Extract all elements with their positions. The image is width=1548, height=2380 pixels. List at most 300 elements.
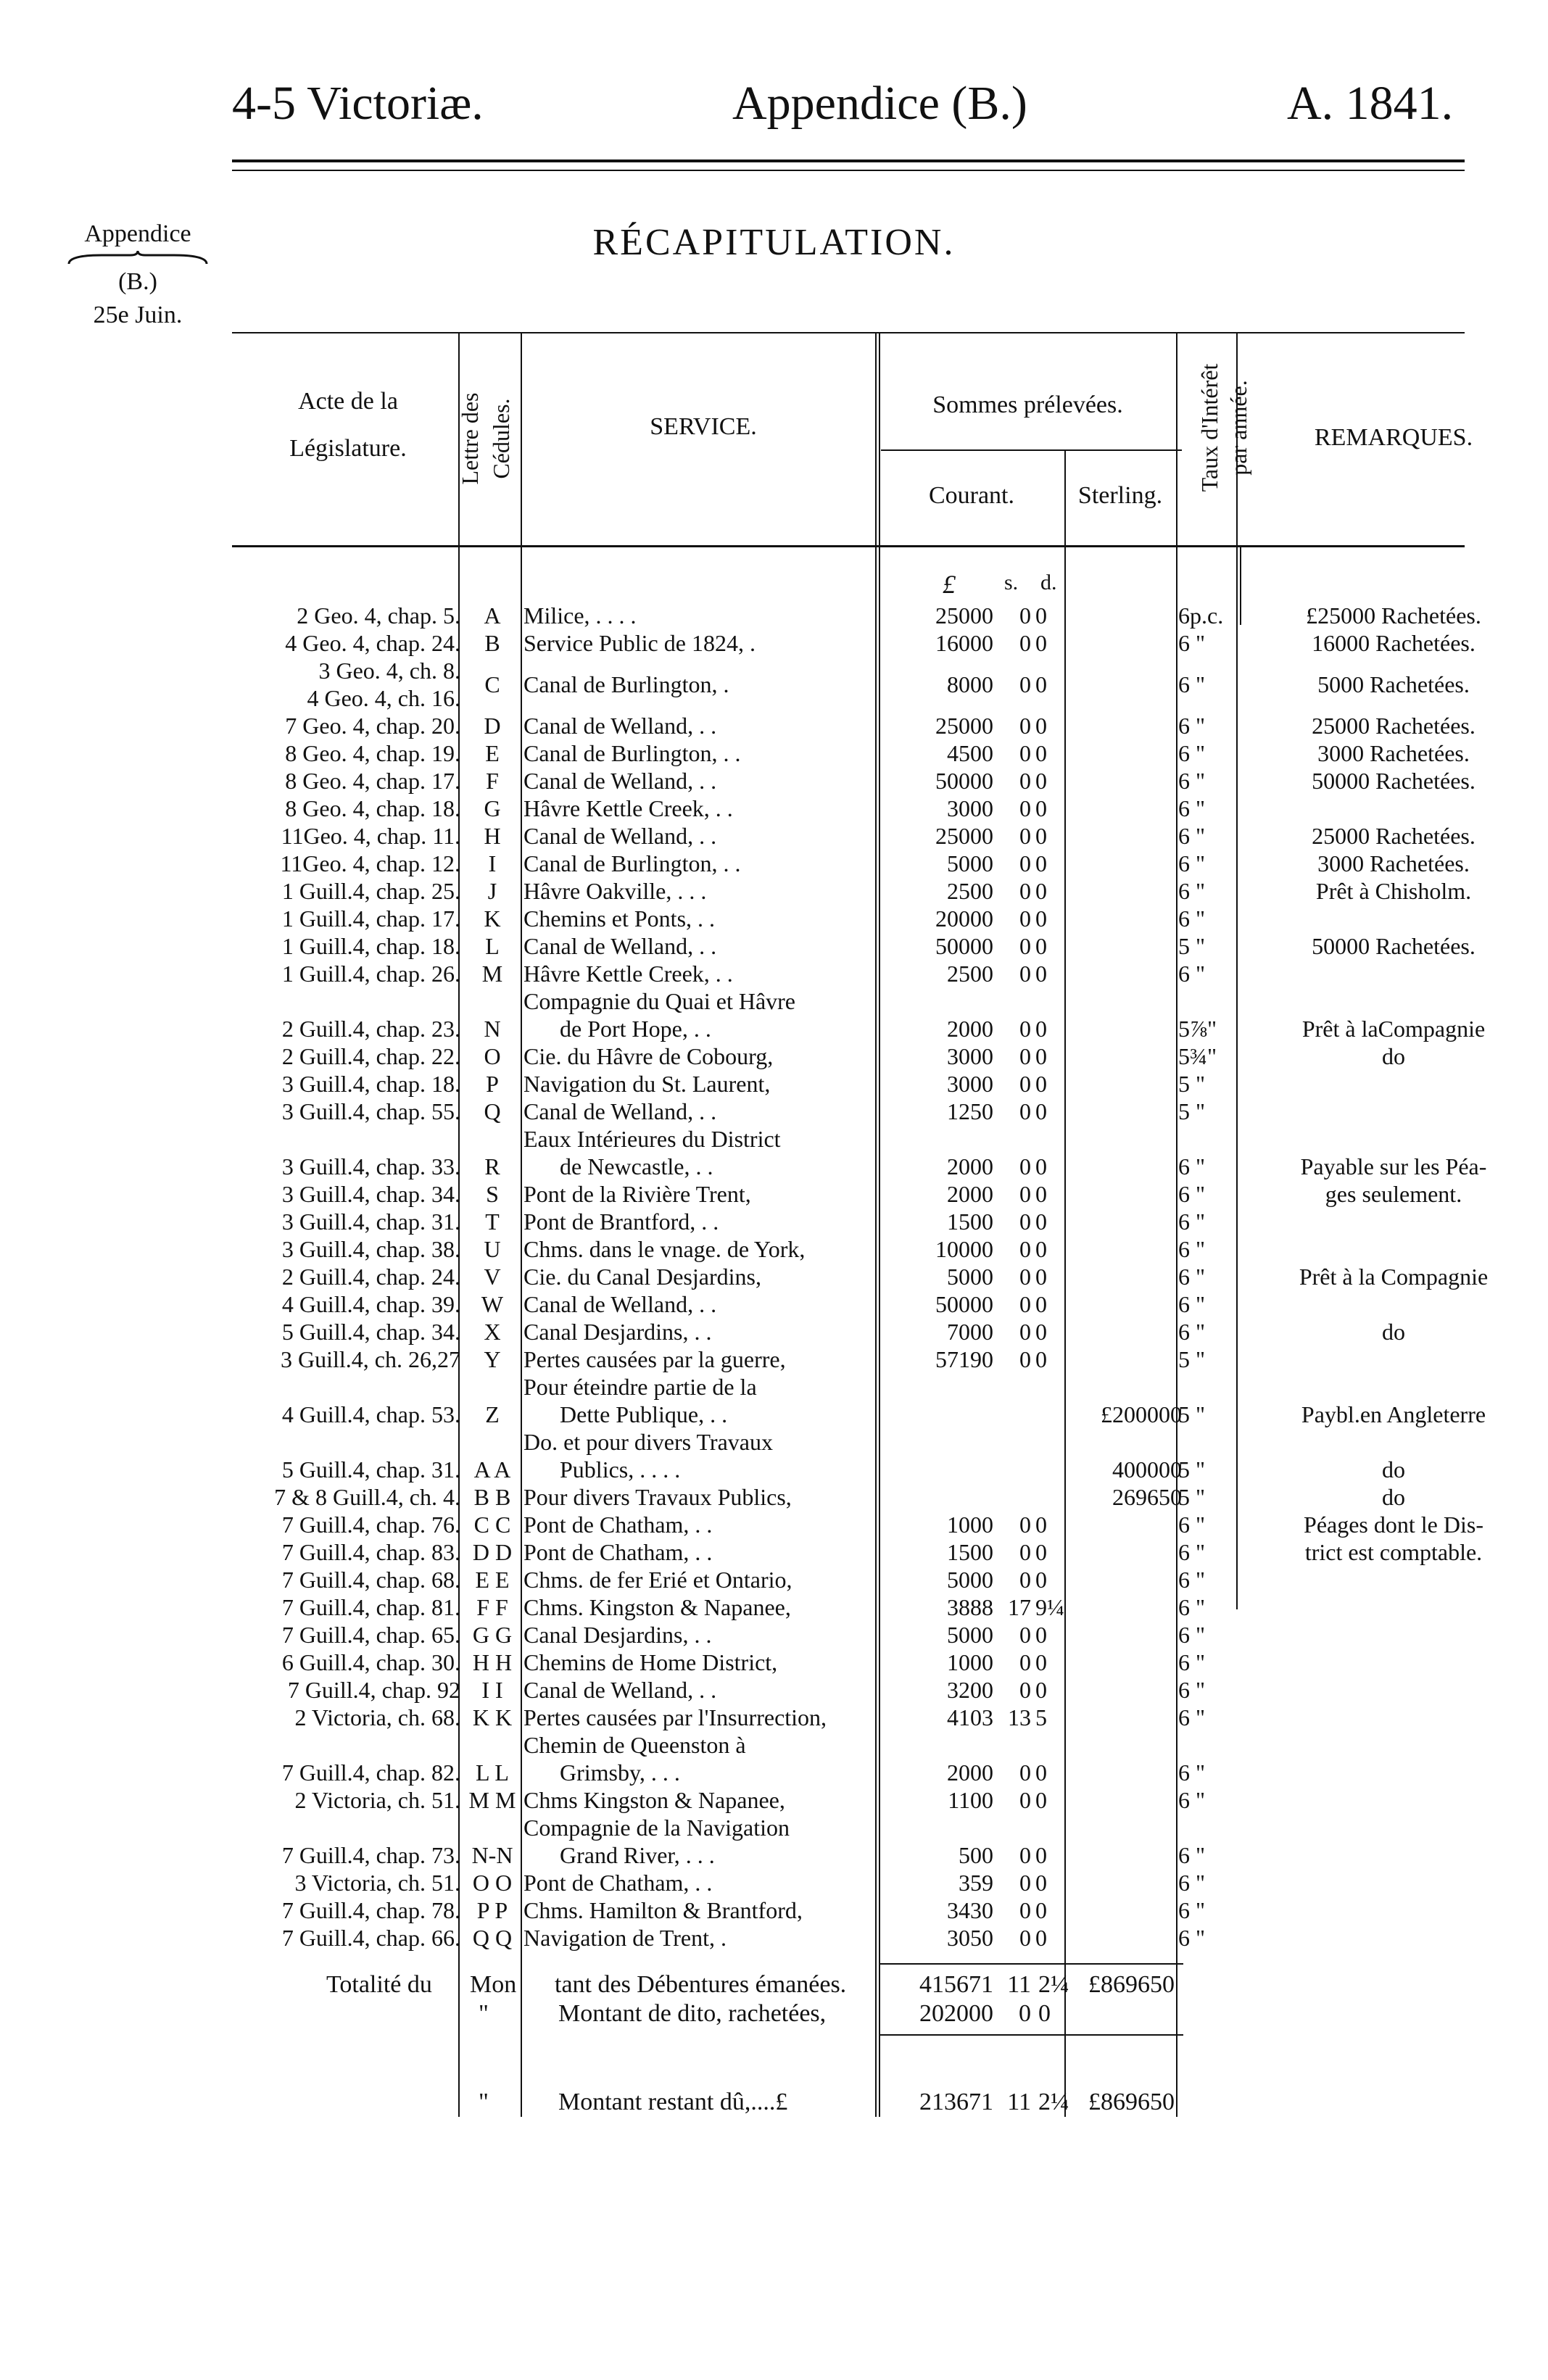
act-reference: 3 Victoria, ch. 51. xyxy=(294,1870,460,1896)
interest-rate: 6 " xyxy=(1178,1181,1206,1207)
amount-sterling: £200000 xyxy=(1101,1401,1182,1427)
amount-current: 57190 xyxy=(935,1346,993,1372)
schedule-letter: V xyxy=(484,1264,501,1290)
act-reference-2: 4 Geo. 4, ch. 16. xyxy=(307,685,460,711)
amount-shillings: 0 xyxy=(1019,740,1031,766)
service-name: Canal de Welland, . . xyxy=(523,933,717,959)
schedule-letter: C xyxy=(484,671,500,697)
amount-pence: 0 xyxy=(1035,1870,1047,1896)
table-row xyxy=(0,1566,1548,1593)
amount-pence: 0 xyxy=(1035,1236,1047,1262)
table-row xyxy=(0,739,1548,767)
remark: 5000 Rachetées. xyxy=(1317,671,1470,697)
col-act-line2: Législature. xyxy=(289,435,407,462)
amount-current: 1250 xyxy=(947,1098,993,1124)
amount-pence: 0 xyxy=(1035,933,1047,959)
service-name: Canal de Welland, . . xyxy=(523,1098,717,1124)
table-row xyxy=(0,1428,1548,1483)
amount-pence: 0 xyxy=(1035,905,1047,932)
amount-shillings: 0 xyxy=(1019,850,1031,876)
service-name: Canal de Welland, . . xyxy=(523,1291,717,1317)
schedule-letter: E E xyxy=(475,1567,510,1593)
amount-current: 3000 xyxy=(947,1043,993,1069)
service-name: Cie. du Canal Desjardins, xyxy=(523,1264,761,1290)
amount-shillings: 0 xyxy=(1019,1622,1031,1648)
table-row xyxy=(0,1346,1548,1373)
service-name: Chms. dans le vnage. de York, xyxy=(523,1236,806,1262)
schedule-letter: C C xyxy=(473,1512,511,1538)
interest-rate: 6 " xyxy=(1178,1539,1206,1565)
header-center: Appendice (B.) xyxy=(732,77,1027,130)
schedule-letter: O O xyxy=(472,1870,513,1896)
interest-rate: 6 " xyxy=(1178,1677,1206,1703)
schedule-letter: F xyxy=(486,768,499,794)
schedule-letter: T xyxy=(485,1208,500,1235)
service-name: Pont de Chatham, . . xyxy=(523,1512,713,1538)
act-reference: 2 Victoria, ch. 68. xyxy=(294,1704,460,1730)
act-reference: 1 Guill.4, chap. 25. xyxy=(281,878,460,904)
amount-shillings: 0 xyxy=(1019,1346,1031,1372)
amount-sterling: 400000 xyxy=(1112,1456,1182,1483)
redeemed-amount: 202000 xyxy=(919,2000,993,2027)
col-letter-line1: Lettre des xyxy=(457,392,483,485)
schedule-letter: L L xyxy=(476,1759,509,1786)
service-name: Chemins de Home District, xyxy=(523,1649,778,1675)
amount-pence: 0 xyxy=(1035,1346,1047,1372)
schedule-letter: X xyxy=(484,1319,501,1345)
interest-rate: 6 " xyxy=(1178,961,1206,987)
service-name: Canal de Burlington, . . xyxy=(523,740,741,766)
remaining-label: Montant restant dû,....£ xyxy=(558,2089,788,2115)
amount-pence: 0 xyxy=(1035,795,1047,821)
remark: 16000 Rachetées. xyxy=(1312,630,1475,656)
amount-pence: 0 xyxy=(1035,878,1047,904)
schedule-letter: A A xyxy=(473,1456,511,1483)
act-reference: 11Geo. 4, chap. 12. xyxy=(280,850,460,876)
table-row xyxy=(0,1373,1548,1428)
remark: Prêt à la Compagnie xyxy=(1299,1264,1489,1290)
act-reference: 7 Guill.4, chap. 81. xyxy=(281,1594,460,1620)
amount-shillings: 0 xyxy=(1019,1043,1031,1069)
amount-pence: 0 xyxy=(1035,740,1047,766)
remark: £25000 Rachetées. xyxy=(1306,602,1481,629)
amount-shillings: 0 xyxy=(1019,1098,1031,1124)
schedule-letter: F F xyxy=(476,1594,508,1620)
header-right: A. 1841. xyxy=(1287,77,1454,130)
amount-current: 25000 xyxy=(935,713,993,739)
amount-shillings: 0 xyxy=(1019,878,1031,904)
amount-pence: 0 xyxy=(1035,961,1047,987)
amount-pence: 5 xyxy=(1035,1704,1047,1730)
amount-shillings: 0 xyxy=(1019,1181,1031,1207)
service-name: Canal de Welland, . . xyxy=(523,823,717,849)
amount-pence: 0 xyxy=(1035,630,1047,656)
table-row xyxy=(0,602,1548,629)
act-reference: 7 Guill.4, chap. 78. xyxy=(281,1897,460,1923)
schedule-letter: D xyxy=(484,713,501,739)
table-row xyxy=(0,1483,1548,1511)
remark: 3000 Rachetées. xyxy=(1317,740,1470,766)
table-header-rule xyxy=(232,545,1465,547)
table-row xyxy=(0,1621,1548,1649)
service-name: Hâvre Oakville, . . . xyxy=(523,878,707,904)
interest-rate: 5 " xyxy=(1178,1484,1206,1510)
amount-shillings: 0 xyxy=(1019,630,1031,656)
act-reference: 4 Geo. 4, chap. 24. xyxy=(285,630,460,656)
amount-pence: 0 xyxy=(1035,1512,1047,1538)
service-name: Navigation de Trent, . xyxy=(523,1925,727,1951)
amount-shillings: 0 xyxy=(1019,1153,1031,1179)
table-row xyxy=(0,712,1548,739)
amount-current: 3200 xyxy=(947,1677,993,1703)
amount-current: 2000 xyxy=(947,1181,993,1207)
schedule-letter: Z xyxy=(485,1401,500,1427)
amount-shillings: 0 xyxy=(1019,1264,1031,1290)
amount-current: 500 xyxy=(959,1842,993,1868)
amount-current: 3430 xyxy=(947,1897,993,1923)
header-rule-thin xyxy=(232,170,1465,171)
act-reference: 7 Guill.4, chap. 83. xyxy=(281,1539,460,1565)
interest-rate: 6 " xyxy=(1178,630,1206,656)
amount-shillings: 17 xyxy=(1008,1594,1031,1620)
amount-shillings: 0 xyxy=(1019,768,1031,794)
table-row xyxy=(0,877,1548,905)
act-reference: 2 Guill.4, chap. 23. xyxy=(281,1016,460,1042)
interest-rate: 6p.c. xyxy=(1178,602,1224,629)
act-reference: 6 Guill.4, chap. 30. xyxy=(281,1649,460,1675)
interest-rate: 6 " xyxy=(1178,823,1206,849)
totals-label-c: tant des Débentures émanées. xyxy=(555,1971,847,1998)
remark: do xyxy=(1382,1319,1405,1345)
amount-current: 4500 xyxy=(947,740,993,766)
amount-current: 2500 xyxy=(947,878,993,904)
schedule-letter: B xyxy=(484,630,500,656)
amount-shillings: 0 xyxy=(1019,1319,1031,1345)
table-row xyxy=(0,1704,1548,1731)
act-reference: 7 Geo. 4, chap. 20. xyxy=(285,713,460,739)
interest-rate: 5⅞" xyxy=(1178,1016,1217,1042)
schedule-letter: J xyxy=(487,878,497,904)
amount-current: 16000 xyxy=(935,630,993,656)
remark: do xyxy=(1382,1456,1405,1483)
amount-pence: 0 xyxy=(1035,1181,1047,1207)
service-name-2: Dette Publique, . . xyxy=(560,1401,728,1427)
interest-rate: 6 " xyxy=(1178,1319,1206,1345)
schedule-letter: I I xyxy=(481,1677,503,1703)
amount-current: 3000 xyxy=(947,795,993,821)
amount-current: 5000 xyxy=(947,1622,993,1648)
interest-rate: 5 " xyxy=(1178,1346,1206,1372)
service-name: Canal Desjardins, . . xyxy=(523,1622,712,1648)
amount-pence: 0 xyxy=(1035,602,1047,629)
amount-pence: 0 xyxy=(1035,1649,1047,1675)
amount-current: 3000 xyxy=(947,1071,993,1097)
col-act-line1: Acte de la xyxy=(298,388,398,415)
table-row xyxy=(0,629,1548,657)
amount-shillings: 0 xyxy=(1019,1236,1031,1262)
table-row xyxy=(0,1924,1548,1952)
table-row xyxy=(0,1869,1548,1896)
table-row xyxy=(0,1731,1548,1786)
service-name: Pont de Chatham, . . xyxy=(523,1870,713,1896)
service-name: Chms Kingston & Napanee, xyxy=(523,1787,785,1813)
amount-current: 25000 xyxy=(935,602,993,629)
interest-rate: 6 " xyxy=(1178,671,1206,697)
col-rate-line1: Taux d'Intérêt xyxy=(1196,363,1222,492)
amount-current: 5000 xyxy=(947,1264,993,1290)
schedule-letter: N-N xyxy=(471,1842,513,1868)
amount-current: 7000 xyxy=(947,1319,993,1345)
act-reference: 7 Guill.4, chap. 68. xyxy=(281,1567,460,1593)
service-name: Chemins et Ponts, . . xyxy=(523,905,716,932)
totals-mid-rule xyxy=(879,2034,1183,2036)
remark: 50000 Rachetées. xyxy=(1312,768,1475,794)
amount-current: 359 xyxy=(959,1870,993,1896)
amount-pence: 0 xyxy=(1035,1539,1047,1565)
amount-current: 1500 xyxy=(947,1539,993,1565)
col-remarks: REMARQUES. xyxy=(1314,424,1473,451)
amount-shillings: 0 xyxy=(1019,602,1031,629)
totals-label-a: Totalité du xyxy=(326,1971,432,1998)
act-reference: 2 Guill.4, chap. 24. xyxy=(281,1264,460,1290)
amount-shillings: 0 xyxy=(1019,1567,1031,1593)
service-name: Pertes causées par l'Insurrection, xyxy=(523,1704,827,1730)
schedule-letter: W xyxy=(481,1291,504,1317)
schedule-letter: A xyxy=(484,602,501,629)
table-row xyxy=(0,1125,1548,1180)
col-current: Courant. xyxy=(928,482,1015,509)
interest-rate: 6 " xyxy=(1178,795,1206,821)
redeemed-d: 0 xyxy=(1038,2000,1051,2027)
schedule-letter: I xyxy=(488,850,497,876)
interest-rate: 6 " xyxy=(1178,1291,1206,1317)
act-reference: 7 Guill.4, chap. 82. xyxy=(281,1759,460,1786)
amount-current: 50000 xyxy=(935,933,993,959)
service-name: Compagnie de la Navigation xyxy=(523,1815,790,1841)
act-reference: 4 Guill.4, chap. 39. xyxy=(281,1291,460,1317)
interest-rate: 6 " xyxy=(1178,1594,1206,1620)
act-reference: 3 Guill.4, ch. 26,27 xyxy=(281,1346,460,1372)
remark: Péages dont le Dis- xyxy=(1304,1512,1483,1538)
act-reference: 7 Guill.4, chap. 66. xyxy=(281,1925,460,1951)
schedule-letter: B B xyxy=(473,1484,511,1510)
amount-current: 4103 xyxy=(947,1704,993,1730)
schedule-letter: M M xyxy=(468,1787,516,1813)
service-name: Chms. Hamilton & Brantford, xyxy=(523,1897,803,1923)
act-reference: 5 Guill.4, chap. 31. xyxy=(281,1456,460,1483)
act-reference: 3 Guill.4, chap. 34. xyxy=(281,1181,460,1207)
act-reference: 8 Geo. 4, chap. 18. xyxy=(285,795,460,821)
service-name: Pont de la Rivière Trent, xyxy=(523,1181,751,1207)
amount-pence: 9¼ xyxy=(1035,1594,1064,1620)
interest-rate: 5 " xyxy=(1178,933,1206,959)
amount-pence: 0 xyxy=(1035,1567,1047,1593)
service-name: Pertes causées par la guerre, xyxy=(523,1346,786,1372)
amount-current: 2000 xyxy=(947,1016,993,1042)
table-row xyxy=(0,960,1548,987)
interest-rate: 6 " xyxy=(1178,1512,1206,1538)
remark: trict est comptable. xyxy=(1304,1539,1483,1565)
amount-current: 3888 xyxy=(947,1594,993,1620)
service-name: Do. et pour divers Travaux xyxy=(523,1429,773,1455)
amount-shillings: 0 xyxy=(1019,1897,1031,1923)
amount-pence: 0 xyxy=(1035,1759,1047,1786)
amount-current: 1500 xyxy=(947,1208,993,1235)
table-row xyxy=(0,905,1548,932)
interest-rate: 5 " xyxy=(1178,1098,1206,1124)
remaining-amount: 213671 xyxy=(919,2089,993,2115)
amount-pence: 0 xyxy=(1035,1677,1047,1703)
act-reference: 7 Guill.4, chap. 73. xyxy=(281,1842,460,1868)
amount-shillings: 0 xyxy=(1019,1016,1031,1042)
interest-rate: 6 " xyxy=(1178,1236,1206,1262)
amount-pence: 0 xyxy=(1035,1291,1047,1317)
margin-note-line1: Appendice xyxy=(84,220,191,247)
table-row xyxy=(0,1235,1548,1263)
header-left: 4-5 Victoriæ. xyxy=(232,77,484,130)
table-row xyxy=(0,1290,1548,1318)
amount-pence: 0 xyxy=(1035,1208,1047,1235)
amount-current: 8000 xyxy=(947,671,993,697)
act-reference: 2 Geo. 4, chap. 5. xyxy=(297,602,460,629)
interest-rate: 6 " xyxy=(1178,1153,1206,1179)
remark: Payable sur les Péa- xyxy=(1300,1153,1487,1179)
amount-shillings: 0 xyxy=(1019,1649,1031,1675)
amount-shillings: 0 xyxy=(1019,1539,1031,1565)
schedule-letter: H xyxy=(484,823,501,849)
interest-rate: 6 " xyxy=(1178,1870,1206,1896)
interest-rate: 6 " xyxy=(1178,1567,1206,1593)
amount-current: 10000 xyxy=(935,1236,993,1262)
remark: do xyxy=(1382,1484,1405,1510)
service-name: Chemin de Queenston à xyxy=(523,1732,746,1758)
service-name: Service Public de 1824, . xyxy=(523,630,756,656)
service-name: Canal de Burlington, . xyxy=(523,671,729,697)
amount-shillings: 0 xyxy=(1019,823,1031,849)
service-name-2: Grimsby, . . . xyxy=(560,1759,680,1786)
col-letter-line2: Cédules. xyxy=(488,398,514,479)
currency-s: s. xyxy=(1004,571,1019,594)
service-name: Milice, . . . . xyxy=(523,602,637,629)
remaining-s: 11 xyxy=(1007,2089,1031,2115)
schedule-letter: D D xyxy=(472,1539,513,1565)
act-reference: 3 Guill.4, chap. 31. xyxy=(281,1208,460,1235)
schedule-letter: Y xyxy=(484,1346,501,1372)
table-row xyxy=(0,1098,1548,1125)
service-name: Canal de Welland, . . xyxy=(523,768,717,794)
act-reference: 5 Guill.4, chap. 34. xyxy=(281,1319,460,1345)
amount-current: 5000 xyxy=(947,1567,993,1593)
act-reference: 1 Guill.4, chap. 26. xyxy=(281,961,460,987)
redeemed-label: Montant de dito, rachetées, xyxy=(558,2000,827,2027)
remaining-sterling: £869650 xyxy=(1088,2089,1175,2115)
col-service: SERVICE. xyxy=(650,413,757,440)
interest-rate: 6 " xyxy=(1178,1264,1206,1290)
act-reference: 3 Guill.4, chap. 38. xyxy=(281,1236,460,1262)
remark: Paybl.en Angleterre xyxy=(1301,1401,1486,1427)
totals-top-rule xyxy=(879,1963,1183,1965)
amount-pence: 0 xyxy=(1035,850,1047,876)
totals-ditto1: " xyxy=(479,2000,489,2027)
totals-sterling: £869650 xyxy=(1088,1971,1175,1998)
table-row xyxy=(0,1042,1548,1070)
act-reference: 2 Guill.4, chap. 22. xyxy=(281,1043,460,1069)
interest-rate: 5 " xyxy=(1178,1071,1206,1097)
interest-rate: 6 " xyxy=(1178,1897,1206,1923)
service-name-2: de Newcastle, . . xyxy=(560,1153,713,1179)
amount-shillings: 13 xyxy=(1008,1704,1031,1730)
remark: Prêt à laCompagnie xyxy=(1301,1016,1486,1042)
service-name: Pour divers Travaux Publics, xyxy=(523,1484,792,1510)
remark: do xyxy=(1382,1043,1405,1069)
amount-current: 2500 xyxy=(947,961,993,987)
table-row xyxy=(0,1318,1548,1346)
totals-ditto2: " xyxy=(479,2089,489,2115)
schedule-letter: Q Q xyxy=(472,1925,513,1951)
amount-pence: 0 xyxy=(1035,1071,1047,1097)
totals-s: 11 xyxy=(1007,1971,1031,1998)
col-sterling: Sterling. xyxy=(1077,482,1163,509)
service-name: Canal de Welland, . . xyxy=(523,1677,717,1703)
act-reference: 11Geo. 4, chap. 11. xyxy=(281,823,460,849)
amount-shillings: 0 xyxy=(1019,713,1031,739)
act-reference: 7 Guill.4, chap. 65. xyxy=(281,1622,460,1648)
table-row xyxy=(0,1538,1548,1566)
col-rate-line2: par année. xyxy=(1225,380,1251,476)
amount-current: 2000 xyxy=(947,1153,993,1179)
interest-rate: 6 " xyxy=(1178,740,1206,766)
service-name: Canal de Welland, . . xyxy=(523,713,717,739)
amount-current: 3050 xyxy=(947,1925,993,1951)
schedule-letter: Q xyxy=(484,1098,501,1124)
service-name-2: Publics, . . . . xyxy=(560,1456,681,1483)
amount-current: 2000 xyxy=(947,1759,993,1786)
currency-d: d. xyxy=(1040,571,1057,594)
schedule-letter: U xyxy=(484,1236,501,1262)
interest-rate: 6 " xyxy=(1178,1649,1206,1675)
amount-shillings: 0 xyxy=(1019,1870,1031,1896)
amount-shillings: 0 xyxy=(1019,1677,1031,1703)
act-reference: 3 Guill.4, chap. 33. xyxy=(281,1153,460,1179)
amount-pence: 0 xyxy=(1035,768,1047,794)
table-top-rule xyxy=(232,332,1465,333)
interest-rate: 5 " xyxy=(1178,1401,1206,1427)
interest-rate: 5¾" xyxy=(1178,1043,1217,1069)
margin-note-line2: (B.) xyxy=(118,268,157,295)
amount-pence: 0 xyxy=(1035,1787,1047,1813)
amount-shillings: 0 xyxy=(1019,1925,1031,1951)
amount-shillings: 0 xyxy=(1019,671,1031,697)
amount-current: 20000 xyxy=(935,905,993,932)
amount-current: 50000 xyxy=(935,768,993,794)
amount-shillings: 0 xyxy=(1019,1759,1031,1786)
amount-pence: 0 xyxy=(1035,1016,1047,1042)
interest-rate: 6 " xyxy=(1178,713,1206,739)
col-sums: Sommes prélevées. xyxy=(932,391,1123,418)
service-name-2: de Port Hope, . . xyxy=(560,1016,711,1042)
amount-shillings: 0 xyxy=(1019,961,1031,987)
amount-pence: 0 xyxy=(1035,671,1047,697)
service-name: Canal Desjardins, . . xyxy=(523,1319,712,1345)
interest-rate: 6 " xyxy=(1178,1842,1206,1868)
table-row xyxy=(0,767,1548,795)
amount-sterling: 269650 xyxy=(1112,1484,1182,1510)
act-reference: 7 & 8 Guill.4, ch. 4. xyxy=(274,1484,460,1510)
schedule-letter: R xyxy=(484,1153,500,1179)
interest-rate: 6 " xyxy=(1178,905,1206,932)
service-name: Chms. Kingston & Napanee, xyxy=(523,1594,791,1620)
schedule-letter: G G xyxy=(472,1622,513,1648)
